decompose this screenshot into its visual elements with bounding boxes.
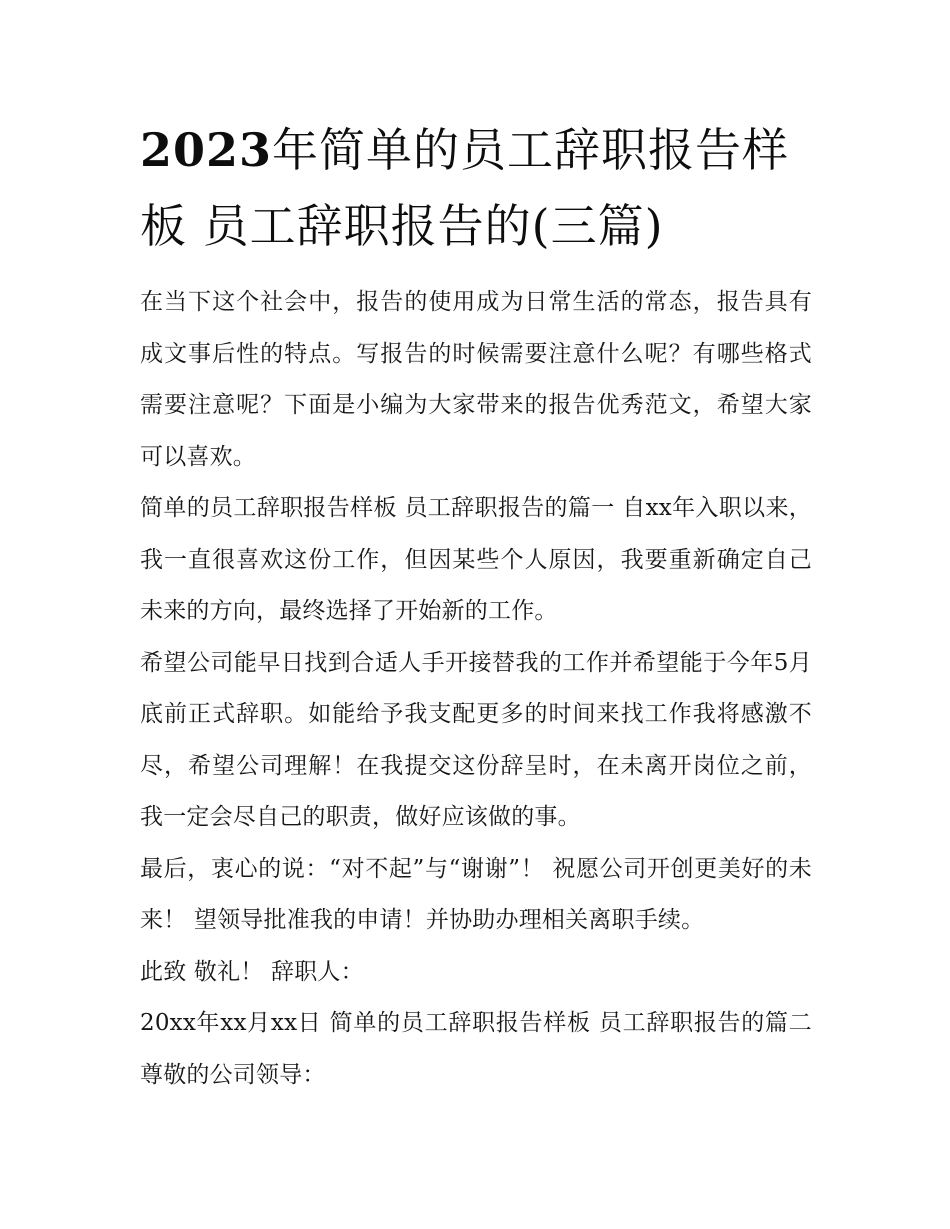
paragraph-letter-one-opening: 简单的员工辞职报告样板 员工辞职报告的篇一 自xx年入职以来，我一直很喜欢这份工作，但因某些个人原因，我要重新确定自己未来的方向，最终选择了开始新的工作。 [140, 495, 812, 624]
paragraph-salutation: 此致 敬礼！ 辞职人： [140, 958, 364, 985]
paragraph-intro: 在当下这个社会中，报告的使用成为日常生活的常态，报告具有成文事后性的特点。写报告的时候需要注意什么呢？有哪些格式需要注意呢？下面是小编为大家带来的报告优秀范文，希望大家可以喜欢。 [140, 289, 812, 470]
title-year: 2023 [140, 123, 273, 177]
document-title [140, 112, 820, 264]
paragraph-date-and-letter-two: 20xx年xx月xx日 简单的员工辞职报告样板 员工辞职报告的篇二 尊敬的公司领导： [140, 1010, 812, 1088]
paragraph-resignation-request: 希望公司能早日找到合适人手开接替我的工作并希望能于今年5月底前正式辞职。如能给予我支配更多的时间来找工作我将感激不尽，希望公司理解！在我提交这份辞呈时，在未离开岗位之前，我一定会尽自己的职责，做好应该做的事。 [140, 649, 812, 830]
document-body [140, 277, 812, 1101]
title-text: 年简单的员工辞职报告样板 员工辞职报告的(三篇) [140, 123, 790, 253]
paragraph-closing-wishes: 最后，衷心的说：“对不起”与“谢谢”！ 祝愿公司开创更美好的未来！ 望领导批准我的申请！并协助办理相关离职手续。 [140, 855, 812, 933]
